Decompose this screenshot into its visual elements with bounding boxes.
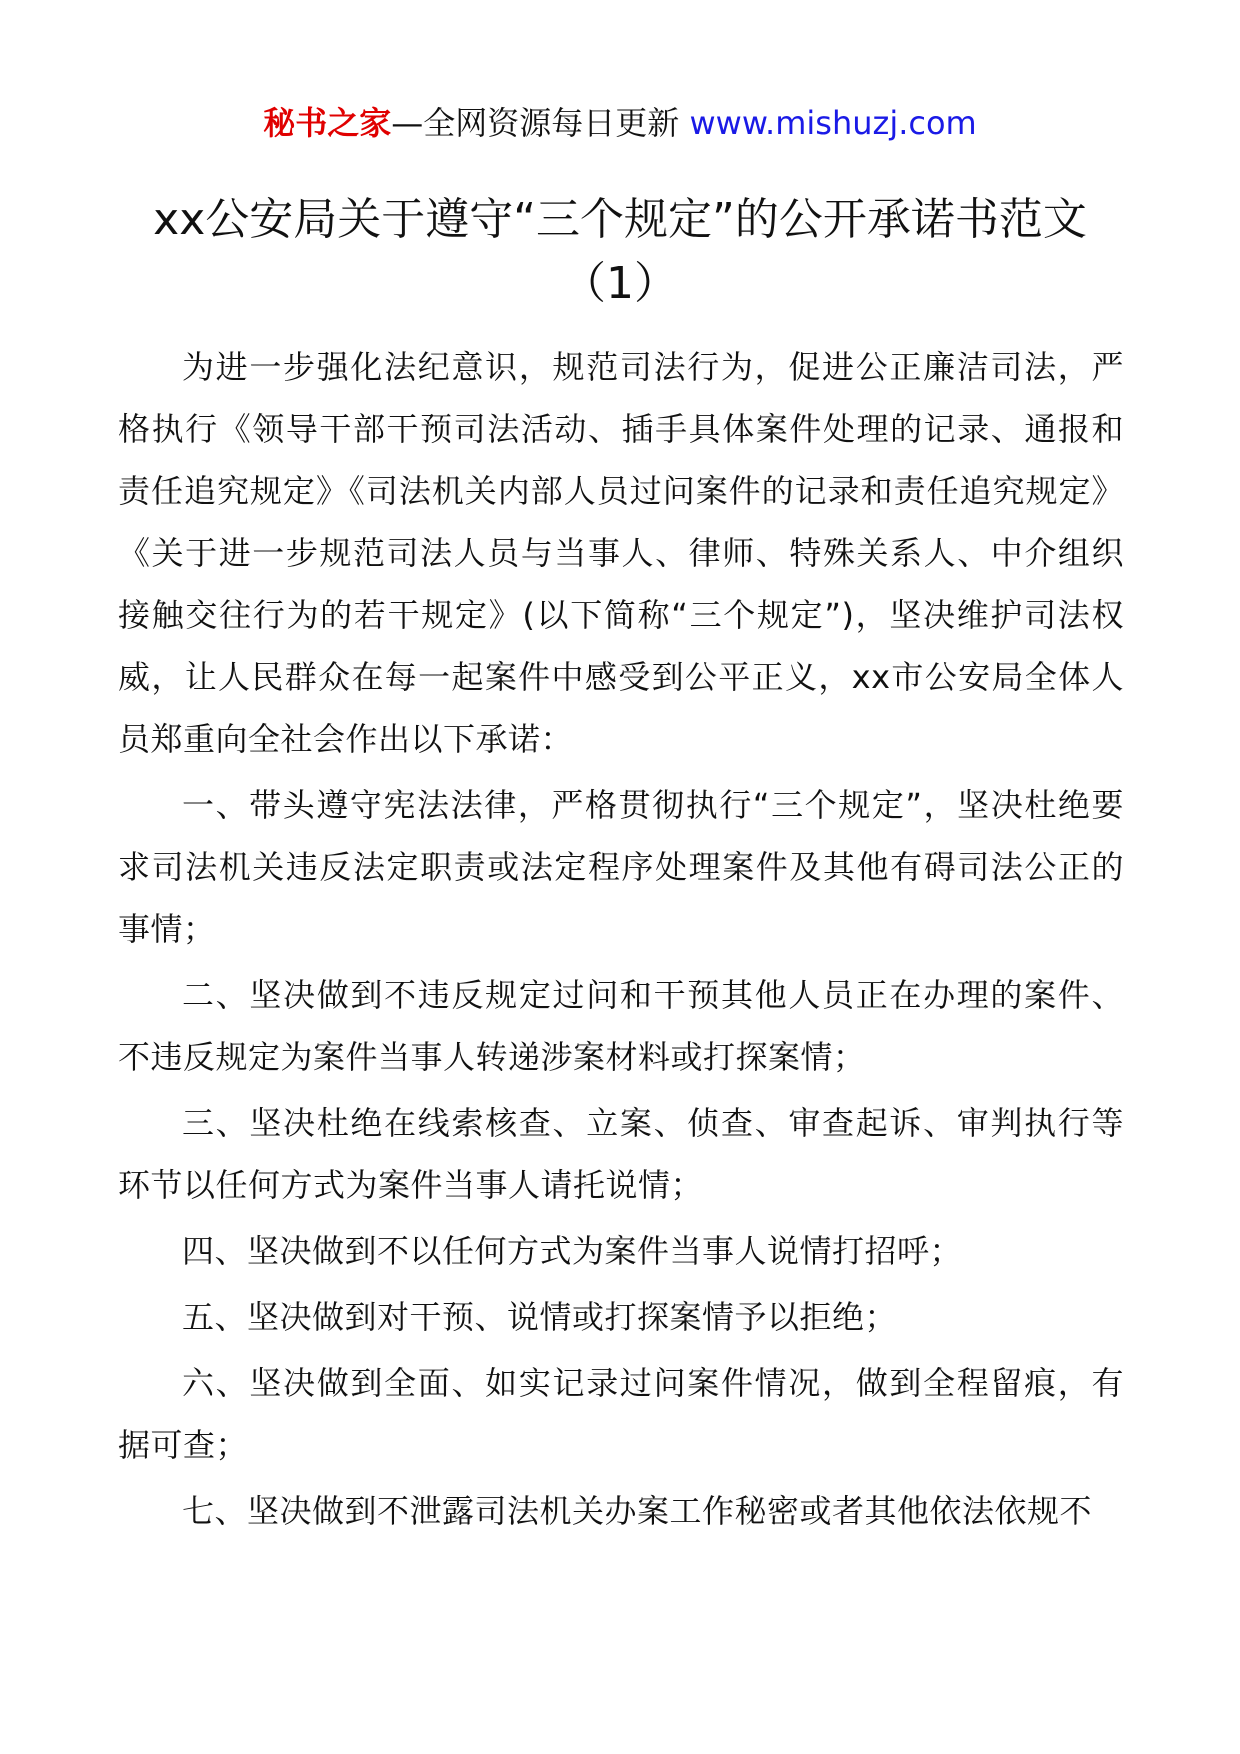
commitment-3: 三、坚决杜绝在线索核查、立案、侦查、审查起诉、审判执行等环节以任何方式为案件当事人请托说情； — [118, 1104, 1124, 1204]
commitment-5: 五、坚决做到对干预、说情或打探案情予以拒绝； — [182, 1298, 898, 1336]
intro-paragraph: 为进一步强化法纪意识，规范司法行为，促进公正廉洁司法，严格执行《领导干部干预司法活动、插手具体案件处理的记录、通报和责任追究规定》《司法机关内部人员过问案件的记录和责任追究规定》《关于进一步规范司法人员与当事人、律师、特殊关系人、中介组织接触交往行为的若干规定》(以下简称“三个规定”)，坚决维护司法权威，让人民群众在每一起案件中感受到公平正义，xx市公安局全体人员郑重向全社会作出以下承诺： — [118, 348, 1124, 758]
commitment-4: 四、坚决做到不以任何方式为案件当事人说情打招呼； — [182, 1232, 963, 1270]
site-url-link[interactable]: www.mishuzj.com — [689, 104, 977, 142]
document-title: xx公安局关于遵守“三个规定”的公开承诺书范文（1） — [153, 194, 1087, 309]
commitment-1: 一、带头遵守宪法法律，严格贯彻执行“三个规定”，坚决杜绝要求司法机关违反法定职责或法定程序处理案件及其他有碍司法公正的事情； — [118, 786, 1124, 948]
document-body — [118, 336, 1124, 1546]
site-brand: 秘书之家 — [263, 104, 392, 142]
commitment-7: 七、坚决做到不泄露司法机关办案工作秘密或者其他依法依规不 — [182, 1492, 1093, 1530]
site-tagline: —全网资源每日更新 — [391, 104, 680, 142]
site-header — [0, 100, 1240, 146]
commitment-2: 二、坚决做到不违反规定过问和干预其他人员正在办理的案件、不违反规定为案件当事人转递涉案材料或打探案情； — [118, 976, 1124, 1076]
commitment-6: 六、坚决做到全面、如实记录过问案件情况，做到全程留痕，有据可查； — [118, 1364, 1124, 1464]
